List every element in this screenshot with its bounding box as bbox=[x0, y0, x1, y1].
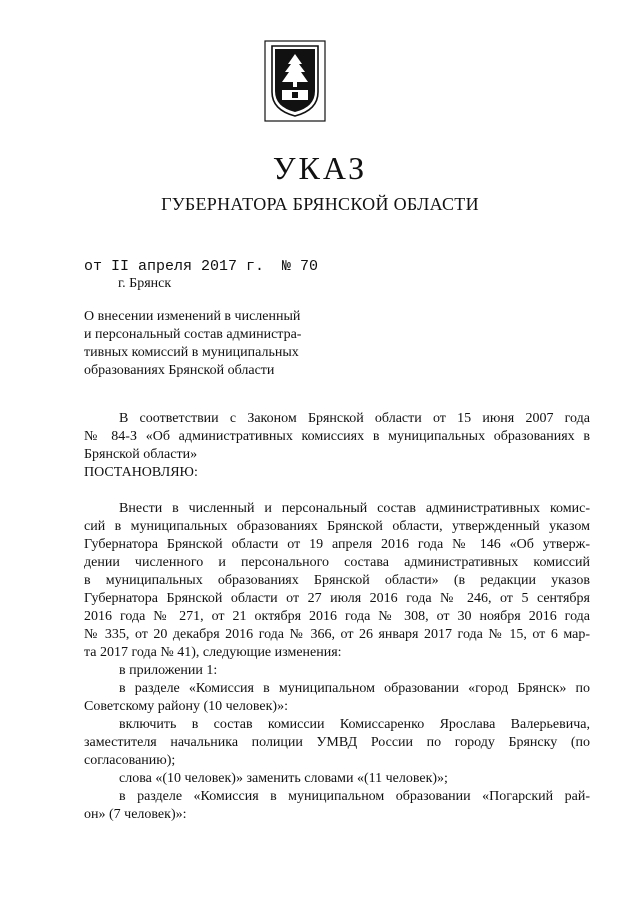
main-line: слова «(10 человек)» заменить словами «(11 человек)»; bbox=[119, 771, 448, 786]
main-line: включить в состав комиссии Комиссаренко Ярослава Валерьевича, bbox=[119, 717, 590, 732]
preamble-line: Брянской области» bbox=[84, 447, 198, 462]
subject-line: О внесении изменений в численный bbox=[84, 309, 301, 324]
preamble-line: № 84-З «Об административных комиссиях в муниципальных образованиях в bbox=[84, 429, 590, 444]
main-line: та 2017 года № 41), следующие изменения: bbox=[84, 645, 342, 660]
subject-line: образованиях Брянской области bbox=[84, 363, 275, 378]
main-line: заместителя начальника полиции УМВД России по городу Брянску (по bbox=[84, 735, 590, 750]
document-title: УКАЗ bbox=[272, 150, 368, 186]
preamble-line: В соответствии с Законом Брянской области от 15 июня 2007 года bbox=[119, 411, 590, 426]
main-line: дении численного и персонального состава административных комиссий bbox=[84, 555, 590, 570]
main-line: Советскому району (10 человек)»: bbox=[84, 699, 288, 714]
coat-of-arms-icon bbox=[264, 40, 326, 122]
decree-number: № 70 bbox=[282, 258, 319, 275]
main-line: № 335, от 20 декабря 2016 года № 366, от 26 января 2017 года № 15, от 6 мар- bbox=[84, 627, 590, 642]
main-line: он» (7 человек)»: bbox=[84, 807, 187, 822]
decree-date: от II апреля 2017 г. bbox=[84, 258, 265, 275]
main-line: согласованию); bbox=[84, 753, 176, 768]
main-line: Внести в численный и персональный состав административных комис- bbox=[119, 501, 590, 516]
main-line: 2016 года № 271, от 21 октября 2016 года № 308, от 30 ноября 2016 года bbox=[84, 609, 590, 624]
decree-subject bbox=[84, 308, 334, 380]
main-line: Губернатора Брянской области от 19 апреля 2016 года № 146 «Об утверж- bbox=[84, 537, 590, 552]
main-line: в разделе «Комиссия в муниципальном образовании «Погарский рай- bbox=[119, 789, 590, 804]
main-line: в приложении 1: bbox=[119, 663, 218, 678]
decree-city: г. Брянск bbox=[118, 276, 172, 291]
subject-line: тивных комиссий в муниципальных bbox=[84, 345, 299, 360]
document-subtitle: ГУБЕРНАТОРА БРЯНСКОЙ ОБЛАСТИ bbox=[161, 194, 479, 214]
decree-date-line bbox=[84, 258, 319, 275]
main-paragraph bbox=[84, 500, 590, 824]
preamble-paragraph bbox=[84, 410, 590, 482]
resolution-word: ПОСТАНОВЛЯЮ: bbox=[84, 465, 198, 480]
main-line: сий в муниципальных образованиях Брянской области, утвержденный указом bbox=[84, 519, 590, 534]
main-line: в муниципальных образованиях Брянской области» (в редакции указов bbox=[84, 573, 590, 588]
subject-line: и персональный состав администра- bbox=[84, 327, 302, 342]
main-line: в разделе «Комиссия в муниципальном образовании «город Брянск» по bbox=[119, 681, 590, 696]
main-line: Губернатора Брянской области от 27 июля 2016 года № 246, от 5 сентября bbox=[84, 591, 590, 606]
